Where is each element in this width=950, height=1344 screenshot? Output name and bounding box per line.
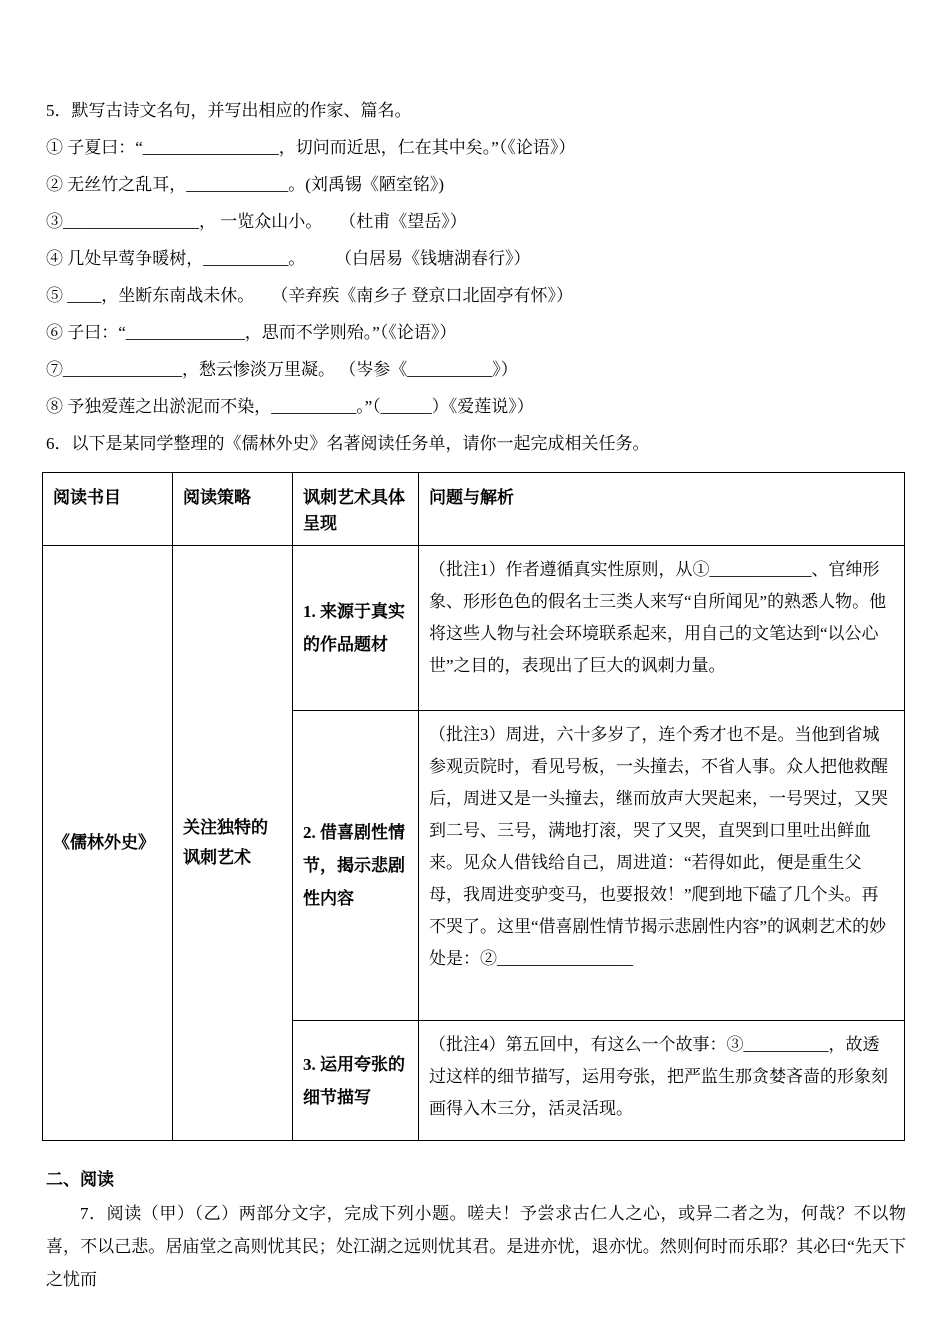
table-header-row — [43, 473, 905, 546]
q5-blank-line-7: ⑦______________，愁云惨淡万里凝。 （岑参《__________》） — [46, 360, 518, 379]
q7-text: 7．阅读（甲）（乙）两部分文字，完成下列小题。嗟夫！予尝求古仁人之心，或异二者之为，何哉？不以物喜，不以己悲。居庙堂之高则忧其民；处江湖之远则忧其君。是进亦忧，退亦忧。然则何时而乐耶？其必曰“先天下之忧而 — [46, 1204, 906, 1289]
q5-blank-line-1: ① 子夏曰：“________________，切问而近思，仁在其中矣。”（《论语》） — [46, 138, 576, 157]
technique-cell-3: 3. 运用夸张的细节描写 — [293, 1021, 419, 1141]
analysis-cell-3: （批注4）第五回中，有这么一个故事：③__________，故透过这样的细节描写，运用夸张，把严监生那贪婪吝啬的形象刻画得入木三分，活灵活现。 — [419, 1021, 905, 1141]
q5-blank-line-4: ④ 几处早莺争暖树，__________。 （白居易《钱塘湖春行》） — [46, 249, 531, 268]
technique-cell-2: 2. 借喜剧性情节，揭示悲剧性内容 — [293, 711, 419, 1021]
reading-task-table — [42, 472, 905, 1141]
col-header-analysis: 问题与解析 — [419, 473, 905, 546]
section2-title: 二、阅读 — [46, 1170, 114, 1189]
book-title-cell: 《儒林外史》 — [43, 546, 173, 1141]
analysis-cell-2: （批注3）周进，六十多岁了，连个秀才也不是。当他到省城参观贡院时，看见号板，一头撞去，不省人事。众人把他救醒后，周进又是一头撞去，继而放声大哭起来，一号哭过，又哭到二号、三号，满地打滚，哭了又哭，直哭到口里吐出鲜血来。见众人借钱给自己，周进道：“若得如此，便是重生父母，我周进变驴变马，也要报效！”爬到地下磕了几个头。再不哭了。这里“借喜剧性情节揭示悲剧性内容”的讽刺艺术的妙处是：②________________ — [419, 711, 905, 1021]
table-row — [43, 546, 905, 711]
col-header-technique: 讽刺艺术具体呈现 — [293, 473, 419, 546]
col-header-book: 阅读书目 — [43, 473, 173, 546]
col-header-strategy: 阅读策略 — [173, 473, 293, 546]
technique-cell-1: 1. 来源于真实的作品题材 — [293, 546, 419, 711]
q5-blank-line-2: ② 无丝竹之乱耳，____________。(刘禹锡《陋室铭》) — [46, 175, 445, 194]
analysis-cell-1: （批注1）作者遵循真实性原则，从①____________、官绅形象、形形色色的假名士三类人来写“自所闻见”的熟悉人物。他将这些人物与社会环境联系起来，用自己的文笔达到“以公心世”之目的，表现出了巨大的讽刺力量。 — [419, 546, 905, 711]
q5-blank-line-3: ③________________， 一览众山小。 （杜甫《望岳》） — [46, 212, 467, 231]
q5-blank-line-6: ⑥ 子曰：“______________，思而不学则殆。”（《论语》） — [46, 323, 457, 342]
q5-blank-line-8: ⑧ 予独爱莲之出淤泥而不染，__________。”（______）《爱莲说》） — [46, 397, 534, 416]
q6-title: 6．以下是某同学整理的《儒林外史》名著阅读任务单，请你一起完成相关任务。 — [46, 434, 650, 453]
q5-blank-line-5: ⑤ ____，坐断东南战未休。 （辛弃疾《南乡子 登京口北固亭有怀》） — [46, 286, 573, 305]
q5-title: 5．默写古诗文名句，并写出相应的作家、篇名。 — [46, 101, 412, 120]
strategy-cell: 关注独特的讽刺艺术 — [173, 546, 293, 1141]
